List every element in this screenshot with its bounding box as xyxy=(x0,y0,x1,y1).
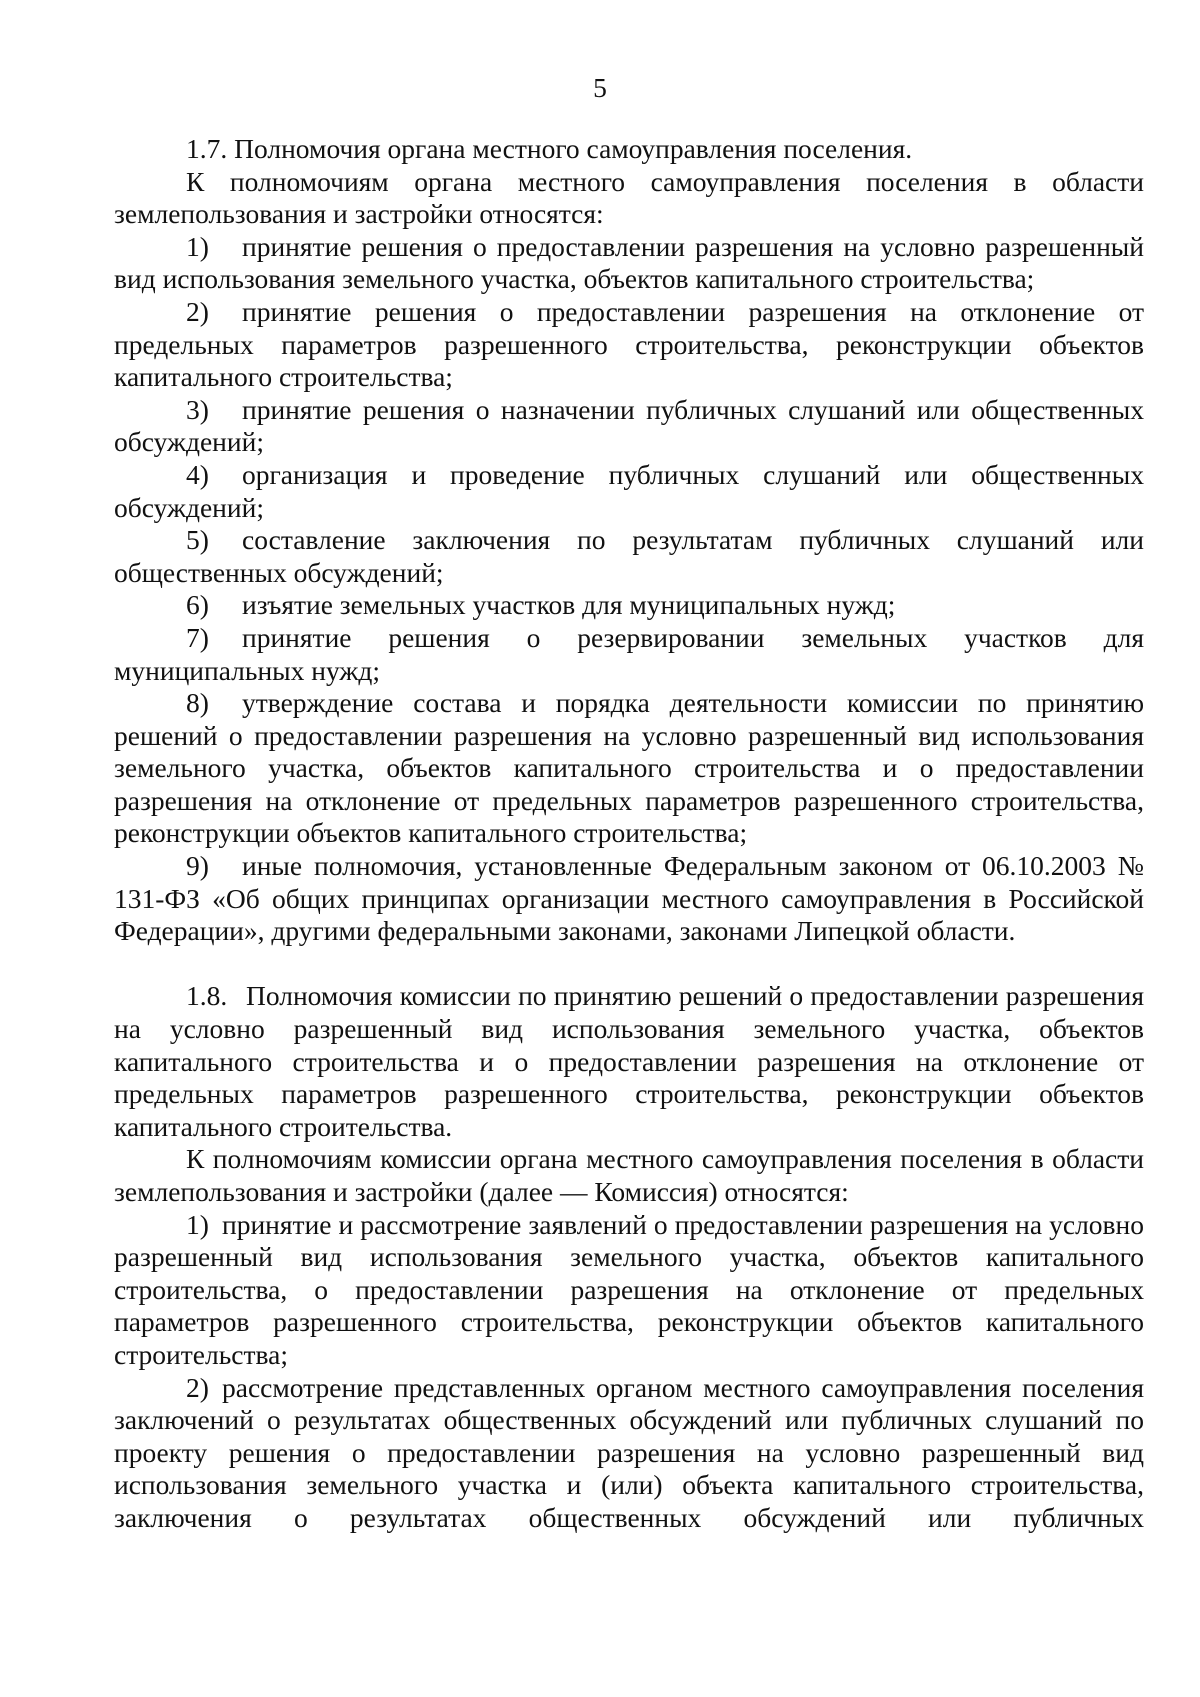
list-item-number: 5) xyxy=(186,524,209,556)
section-number: 1.7. xyxy=(186,133,228,164)
list-item-text: принятие решения о предоставлении разрешения на условно разрешенный вид использования земельного участка, объектов капитального строительства; xyxy=(114,230,1144,295)
list-item-text: принятие и рассмотрение заявлений о предоставлении разрешения на условно разрешенный вид использования земельного участка, объектов капитального строительства, о предоставлении разрешения на отклонение от предельных параметров разрешенного строительства, реконструкции объектов капитального строительства; xyxy=(114,1208,1144,1370)
section-1-8-heading xyxy=(114,980,1144,1143)
list-item xyxy=(114,524,1144,589)
list-item-text: иные полномочия, установленные Федеральным законом от 06.10.2003 № 131-ФЗ «Об общих принципах организации местного самоуправления в Российской Федерации», другими федеральными законами, законами Липецкой области. xyxy=(114,850,1144,947)
list-item-number: 8) xyxy=(186,687,209,719)
section-1-8-intro: К полномочиям комиссии органа местного самоуправления поселения в области землепользования и застройки (далее — Комиссия) относятся: xyxy=(114,1143,1144,1207)
list-item-number: 9) xyxy=(186,850,209,882)
list-item-text: принятие решения о предоставлении разрешения на отклонение от предельных параметров разрешенного строительства, реконструкции объектов капитального строительства; xyxy=(114,295,1144,393)
list-item xyxy=(114,296,1144,394)
list-item-text: составление заключения по результатам публичных слушаний или общественных обсуждений; xyxy=(114,524,1144,588)
paragraph-spacer xyxy=(114,948,1144,981)
section-1-7-heading xyxy=(114,133,1144,166)
list-item-number: 4) xyxy=(186,458,209,490)
list-item xyxy=(114,1372,1144,1535)
list-item xyxy=(114,622,1144,687)
list-item xyxy=(114,459,1144,524)
list-item-number: 6) xyxy=(186,589,209,621)
list-item-number: 1) xyxy=(186,1208,209,1240)
section-title: Полномочия комиссии по принятию решений о предоставлении разрешения на условно разрешенный вид использования земельного участка, объектов капитального строительства и о предоставлении разрешения на отклонение от предельных параметров разрешенного строительства, реконструкции объектов капитального строительства. xyxy=(114,980,1144,1142)
list-item-number: 2) xyxy=(186,1371,209,1403)
page-content xyxy=(114,133,1144,1535)
list-item-number: 3) xyxy=(186,393,209,425)
list-item xyxy=(114,589,1144,622)
list-item-number: 2) xyxy=(186,295,209,327)
list-item xyxy=(114,687,1144,850)
list-item-number: 7) xyxy=(186,621,209,653)
section-number: 1.8. xyxy=(186,980,228,1012)
list-item-number: 1) xyxy=(186,230,209,262)
list-item-text: принятие решения о резервировании земельных участков для муниципальных нужд; xyxy=(114,621,1144,686)
list-item xyxy=(114,850,1144,948)
list-item-text: изъятие земельных участков для муниципальных нужд; xyxy=(242,589,896,621)
list-item-text: принятие решения о назначении публичных слушаний или общественных обсуждений; xyxy=(114,393,1144,458)
list-item-text: организация и проведение публичных слушаний или общественных обсуждений; xyxy=(114,458,1144,523)
section-title: Полномочия органа местного самоуправления поселения. xyxy=(234,133,913,164)
list-item-text: утверждение состава и порядка деятельности комиссии по принятию решений о предоставлении разрешения на условно разрешенный вид использования земельного участка, объектов капитального строительства и о предоставлении разрешения на отклонение от предельных параметров разрешенного строительства, реконструкции объектов капитального строительства; xyxy=(114,687,1144,849)
list-item-text: рассмотрение представленных органом местного самоуправления поселения заключений о результатах общественных обсуждений или публичных слушаний по проекту решения о предоставлении разрешения на условно разрешенный вид использования земельного участка и (или) объекта капитального строительства, заключения о результатах общественных обсуждений или публичных xyxy=(114,1371,1144,1533)
list-item xyxy=(114,231,1144,296)
list-item xyxy=(114,1209,1144,1372)
section-1-7-intro: К полномочиям органа местного самоуправления поселения в области землепользования и застройки относятся: xyxy=(114,165,1144,230)
page-number: 5 xyxy=(593,72,607,103)
list-item xyxy=(114,394,1144,459)
